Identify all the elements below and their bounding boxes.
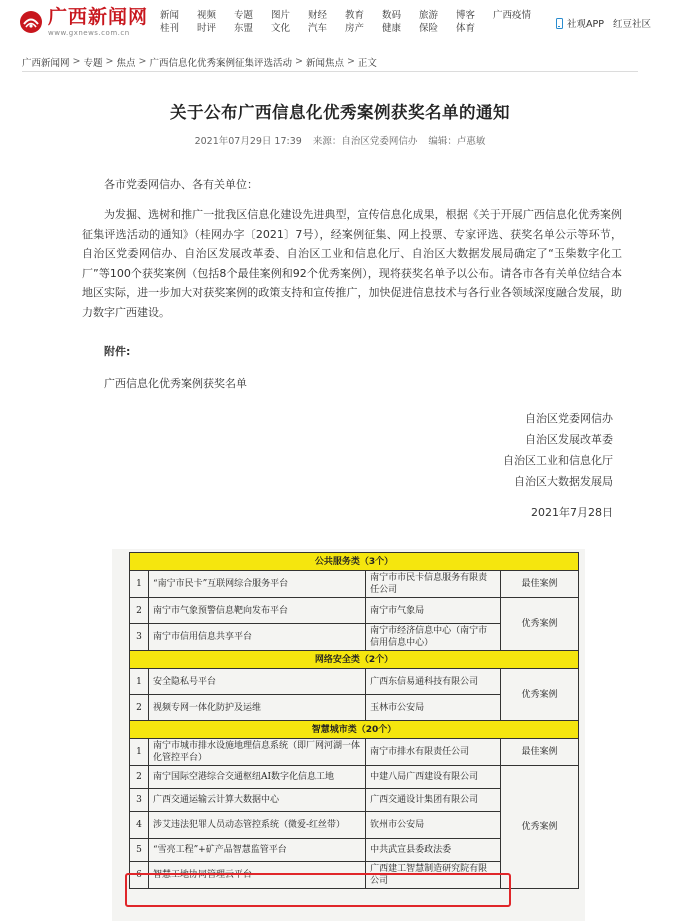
table-row — [130, 669, 579, 695]
award-list-image — [112, 549, 585, 921]
app-link[interactable]: 社观APP — [567, 19, 604, 30]
case-org: 南宁市排水有限责任公司 — [366, 739, 501, 766]
breadcrumb — [22, 52, 638, 72]
row-number: 1 — [130, 669, 149, 695]
case-org: 南宁市市民卡信息服务有限责任公司 — [366, 571, 501, 598]
breadcrumb-campaign[interactable]: 广西信息化优秀案例征集评选活动 — [149, 57, 292, 69]
category-city: 智慧城市类（20个） — [130, 721, 579, 739]
signatory: 自治区工业和信息化厅 — [503, 454, 613, 467]
article-body: 为发掘、选树和推广一批我区信息化建设先进典型，宣传信息化成果，根据《关于开展广西信息化优秀案例征集评选活动的通知》（桂网办字〔2021〕7号），经案例征集、网上投票、专家评选、获奖名单公示等环节，自治区党委网信办、自治区发展改革委、自治区工业和信息化厅、自治区大数据发展局确定了“玉柴数字化工厂”等100个获奖案例（包括8个最佳案例和92个优秀案例），现将获奖名单予以公布。请各市各有关单位结合本地区实际，进一步加大对获奖案例的政策支持和宣传推广，加快促进信息技术与各行业各领域深度融合发展，助力数字广西建设。 — [82, 208, 622, 319]
table-row — [130, 766, 579, 789]
article-date: 2021年7月28日 — [531, 506, 613, 519]
row-number: 3 — [130, 624, 149, 651]
breadcrumb-separator: > — [138, 56, 147, 67]
case-name: 涉艾违法犯罪人员动态管控系统（微爱-红丝带） — [148, 812, 365, 839]
nav-link-finance[interactable]: 财经 — [308, 10, 328, 21]
breadcrumb-topics[interactable]: 专题 — [83, 57, 103, 69]
breadcrumb-separator: > — [346, 56, 355, 67]
article-source: 来源：自治区党委网信办 — [312, 136, 418, 147]
nav-column — [419, 9, 443, 35]
breadcrumb-focus[interactable]: 焦点 — [116, 57, 136, 69]
main-nav — [160, 9, 546, 35]
case-org: 玉林市公安局 — [366, 695, 501, 721]
attachment-label: 附件: — [104, 345, 131, 358]
case-name: 南宁市城市排水设施地理信息系统（即厂网河湖一体化管控平台） — [148, 739, 365, 766]
nav-link-news[interactable]: 新闻 — [160, 10, 180, 21]
site-header — [0, 0, 680, 46]
signatory: 自治区大数据发展局 — [514, 475, 613, 488]
nav-link-video[interactable]: 视频 — [197, 10, 217, 21]
category-row — [130, 553, 579, 571]
nav-link-commentary[interactable]: 时评 — [197, 23, 217, 34]
category-row — [130, 651, 579, 669]
highlight-annotation — [125, 873, 511, 907]
breadcrumb-separator: > — [72, 56, 81, 67]
row-number: 3 — [130, 789, 149, 812]
breadcrumb-separator: > — [105, 56, 114, 67]
attachment-item: 广西信息化优秀案例获奖名单 — [104, 377, 247, 390]
case-org: 广西建工智慧制造研究院有限公司 — [366, 862, 501, 889]
nav-column — [308, 9, 332, 35]
case-org: 广西东信易通科技有限公司 — [366, 669, 501, 695]
breadcrumb-current: 正文 — [357, 57, 377, 69]
row-number: 2 — [130, 766, 149, 789]
community-link[interactable]: 红豆社区 — [612, 19, 651, 30]
nav-column — [382, 9, 406, 35]
nav-link-education[interactable]: 教育 — [345, 10, 365, 21]
nav-column — [345, 9, 369, 35]
case-org: 中建八局广西建设有限公司 — [366, 766, 501, 789]
case-org: 中共武宣县委政法委 — [366, 839, 501, 862]
case-award: 优秀案例 — [500, 669, 578, 721]
case-org: 南宁市经济信息中心（南宁市信用信息中心） — [366, 624, 501, 651]
row-number: 1 — [130, 739, 149, 766]
nav-link-sports[interactable]: 体育 — [456, 23, 476, 34]
article-editor: 编辑：卢惠敏 — [428, 136, 486, 147]
case-name: 智慧工地协同管理云平台 — [148, 862, 365, 889]
nav-column — [493, 9, 533, 35]
nav-link-blog[interactable]: 博客 — [456, 10, 476, 21]
row-number: 1 — [130, 571, 149, 598]
category-public: 公共服务类（3个） — [130, 553, 579, 571]
nav-column — [197, 9, 221, 35]
case-award: 最佳案例 — [500, 571, 578, 598]
nav-column — [234, 9, 258, 35]
case-org: 广西交通设计集团有限公司 — [366, 789, 501, 812]
row-number: 4 — [130, 812, 149, 839]
article-salutation: 各市党委网信办、各有关单位： — [104, 178, 258, 191]
article-datetime: 2021年07月29日 17:39 — [194, 136, 302, 147]
table-row — [130, 598, 579, 624]
case-name: 南宁市气象预警信息靶向发布平台 — [148, 598, 365, 624]
nav-link-digital[interactable]: 数码 — [382, 10, 402, 21]
row-number: 2 — [130, 695, 149, 721]
case-name: 安全隐私号平台 — [148, 669, 365, 695]
table-row — [130, 571, 579, 598]
signatory: 自治区党委网信办 — [525, 412, 613, 425]
nav-link-culture[interactable]: 文化 — [271, 23, 291, 34]
nav-link-auto[interactable]: 汽车 — [308, 23, 328, 34]
table-row — [130, 739, 579, 766]
nav-link-asean[interactable]: 东盟 — [234, 23, 254, 34]
header-right-links — [556, 16, 660, 30]
case-name: 南宁市信用信息共享平台 — [148, 624, 365, 651]
nav-column — [271, 9, 295, 35]
case-name: 广西交通运输云计算大数据中心 — [148, 789, 365, 812]
row-number: 6 — [130, 862, 149, 889]
phone-icon — [556, 18, 563, 29]
site-logo[interactable] — [18, 6, 148, 38]
logo-domain: www.gxnews.com.cn — [48, 29, 130, 37]
category-network: 网络安全类（2个） — [130, 651, 579, 669]
logo-title: 广西新闻网 — [48, 6, 149, 28]
case-award: 最佳案例 — [500, 739, 578, 766]
nav-link-photos[interactable]: 图片 — [271, 10, 291, 21]
case-award: 优秀案例 — [500, 766, 578, 889]
case-org: 南宁市气象局 — [366, 598, 501, 624]
case-award: 优秀案例 — [500, 598, 578, 651]
article-meta — [22, 133, 658, 147]
article-title: 关于公布广西信息化优秀案例获奖名单的通知 — [170, 103, 510, 122]
signatory: 自治区发展改革委 — [525, 433, 613, 446]
nav-link-epidemic[interactable]: 广西疫情 — [493, 10, 532, 21]
nav-link-guikan[interactable]: 桂刊 — [160, 23, 180, 34]
row-number: 5 — [130, 839, 149, 862]
nav-link-topics[interactable]: 专题 — [234, 10, 254, 21]
nav-column — [160, 9, 184, 35]
case-name: “南宁市民卡”互联网综合服务平台 — [148, 571, 365, 598]
logo-icon — [18, 9, 44, 35]
nav-column — [456, 9, 480, 35]
case-name: 视频专网一体化防护及运维 — [148, 695, 365, 721]
breadcrumb-home[interactable]: 广西新闻网 — [22, 57, 70, 69]
nav-link-realestate[interactable]: 房产 — [345, 23, 365, 34]
breadcrumb-separator: > — [294, 56, 303, 67]
category-row — [130, 721, 579, 739]
case-org: 钦州市公安局 — [366, 812, 501, 839]
row-number: 2 — [130, 598, 149, 624]
award-table — [129, 552, 579, 889]
case-name: “雪亮工程”+矿产品智慧监管平台 — [148, 839, 365, 862]
nav-link-travel[interactable]: 旅游 — [419, 10, 439, 21]
breadcrumb-news-focus[interactable]: 新闻焦点 — [305, 57, 344, 69]
nav-link-health[interactable]: 健康 — [382, 23, 402, 34]
nav-link-insurance[interactable]: 保险 — [419, 23, 439, 34]
case-name: 南宁国际空港综合交通枢纽AI数字化信息工地 — [148, 766, 365, 789]
